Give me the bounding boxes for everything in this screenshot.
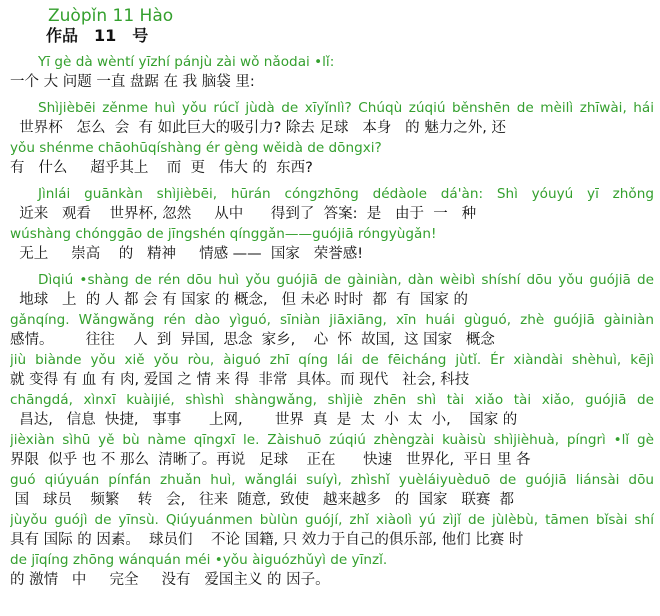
- pinyin-line: chāngdá, xìnxī kuàijié, shìshì shàngwǎng, shìjiè zhēn shì tài xiǎo tài xiǎo, guójiā de: [10, 392, 654, 408]
- chinese-line: 就 变得 有 血 有 肉, 爱国 之 情 来 得 非常 具体。而 现代 社会, 科技: [10, 372, 470, 388]
- chinese-line: 界限 似乎 也 不 那么 清晰了。再说 足球 正在 快速 世界化, 平日 里 各: [10, 452, 531, 468]
- paragraph: [10, 52, 654, 92]
- chinese-line: 世界杯 怎么 会 有 如此巨大的吸引力? 除去 足球 本身 的 魅力之外, 还: [10, 120, 506, 136]
- pinyin-line: wúshàng chónggāo de jīngshén qínggǎn——guójiā róngyùgǎn!: [10, 226, 437, 242]
- pinyin-line: Dìqiú •shàng de rén dōu huì yǒu guójiā de gàiniàn, dàn wèibì shíshí dōu yǒu guójiā de: [38, 272, 654, 288]
- pinyin-line: Shìjièbēi zěnme huì yǒu rúcǐ jùdà de xīyǐnlì? Chúqù zúqiú běnshēn de mèilì zhīwài, hái: [38, 100, 654, 116]
- pinyin-line: de jīqíng zhōng wánquán méi •yǒu àiguózhǔyì de yīnzǐ.: [10, 552, 388, 568]
- chinese-line: 一个 大 问题 一直 盘踞 在 我 脑袋 里:: [10, 74, 255, 90]
- paragraph: [10, 270, 654, 590]
- pinyin-line: jùyǒu guójì de yīnsù. Qiúyuánmen bùlùn guójí, zhǐ xiàolì yú zìjǐ de jùlèbù, tāmen bǐsài shí: [10, 512, 654, 528]
- chinese-line: 具有 国际 的 因素。 球员们 不论 国籍, 只 效力于自己的俱乐部, 他们 比赛 时: [10, 532, 524, 548]
- paragraph: [10, 98, 654, 178]
- pinyin-line: guó qiúyuán pínfán zhuǎn huì, wǎnglái suíyì, zhìshǐ yuèláiyuèduō de guójiā liánsài dōu: [10, 472, 654, 488]
- title-chinese: 作品 11 号: [46, 26, 149, 45]
- pinyin-line: Yī gè dà wèntí yīzhí pánjù zài wǒ nǎodai •lǐ:: [38, 54, 335, 70]
- chinese-line: 感情。 往往 人 到 异国, 思念 家乡, 心 怀 故国, 这 国家 概念: [10, 332, 495, 348]
- chinese-line: 昌达, 信息 快捷, 事事 上网, 世界 真 是 太 小 太 小, 国家 的: [10, 412, 518, 428]
- article-body: [10, 52, 654, 590]
- pinyin-line: jiù biànde yǒu xiě yǒu ròu, àiguó zhī qíng lái de fēicháng jùtǐ. Ér xiàndài shèhuì, kējì: [10, 352, 654, 368]
- pinyin-line: jièxiàn sìhū yě bù nàme qīngxī le. Zàishuō zúqiú zhèngzài kuàisù shìjièhuà, píngrì •lǐ gè: [10, 432, 654, 448]
- title-pinyin: Zuòpǐn 11 Hào: [48, 6, 174, 26]
- chinese-line: 近来 观看 世界杯, 忽然 从中 得到了 答案: 是 由于 一 种: [10, 206, 477, 222]
- pinyin-line: yǒu shénme chāohūqíshàng ér gèng wěidà de dōngxi?: [10, 140, 382, 156]
- chinese-line: 有 什么 超乎其上 而 更 伟大 的 东西?: [10, 160, 313, 176]
- chinese-line: 无上 崇高 的 精神 情感 —— 国家 荣誉感!: [10, 246, 364, 262]
- pinyin-line: Jìnlái guānkàn shìjièbēi, hūrán cóngzhōng dédàole dá'àn: Shì yóuyú yī zhǒng: [38, 186, 654, 202]
- chinese-line: 地球 上 的 人 都 会 有 国家 的 概念, 但 未必 时时 都 有 国家 的: [10, 292, 468, 308]
- chinese-line: 国 球员 频繁 转 会, 往来 随意, 致使 越来越多 的 国家 联赛 都: [10, 492, 515, 508]
- paragraph: [10, 184, 654, 264]
- pinyin-line: gǎnqíng. Wǎngwǎng rén dào yìguó, sīniàn jiāxiāng, xīn huái gùguó, zhè guójiā gàiniàn: [10, 312, 654, 328]
- chinese-line: 的 激情 中 完全 没有 爱国主义 的 因子。: [10, 572, 330, 588]
